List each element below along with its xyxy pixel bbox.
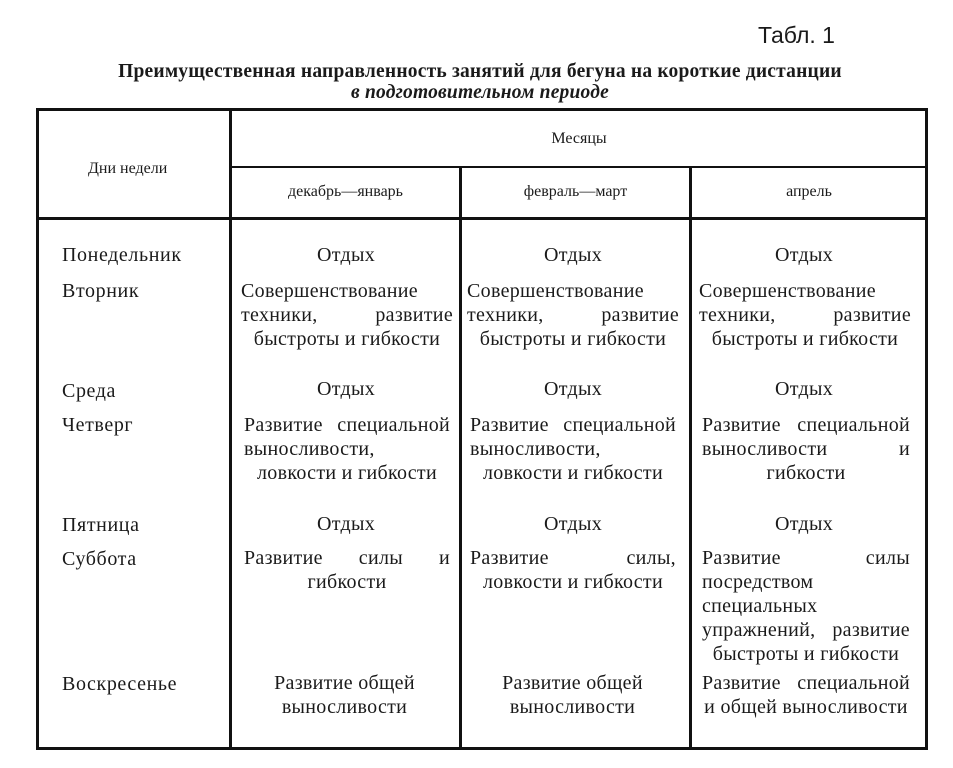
day-label-saturday: Суббота [62,548,137,570]
table-number-label: Табл. 1 [758,22,835,48]
period-header-dec-jan: декабрь—январь [288,183,403,200]
column-divider-days [229,110,232,750]
cell-tuesday-feb-mar: Совершенствование техники, развитие быстроты и гибкости [467,280,679,350]
day-label-monday: Понедельник [62,244,182,266]
period-header-apr: апрель [786,183,832,200]
months-header: Месяцы [551,130,607,147]
cell-wednesday-feb-mar: Отдых [543,378,603,400]
cell-friday-apr: Отдых [774,513,834,535]
table-title-line-2: в подготовительном периоде [351,82,609,103]
cell-friday-dec-jan: Отдых [316,513,376,535]
cell-saturday-apr: Развитие силы посредством специальных упражнений, развитие быстроты и гибкости [702,547,910,665]
header-divider-months [229,166,926,168]
cell-monday-feb-mar: Отдых [543,244,603,266]
cell-sunday-feb-mar: Развитие общей выносливости [502,672,643,718]
column-divider-periods-1 [459,168,462,750]
day-label-tuesday: Вторник [62,280,140,302]
table-title [40,61,920,103]
cell-thursday-dec-jan: Развитие специальной выносливости, ловкости и гибкости [244,414,450,484]
cell-monday-apr: Отдых [774,244,834,266]
day-label-sunday: Воскресенье [62,673,178,695]
cell-tuesday-apr: Совершенствование техники, развитие быстроты и гибкости [699,280,911,350]
cell-tuesday-dec-jan: Совершенствование техники, развитие быстроты и гибкости [241,280,453,350]
day-label-friday: Пятница [62,514,140,536]
cell-sunday-dec-jan: Развитие общей выносливости [274,672,415,718]
cell-wednesday-dec-jan: Отдых [316,378,376,400]
day-label-thursday: Четверг [62,414,134,436]
column-divider-periods-2 [689,168,692,750]
days-column-header: Дни недели [88,160,168,177]
cell-sunday-apr: Развитие специальной и общей выносливости [702,672,910,718]
cell-saturday-feb-mar: Развитие силы, ловкости и гибкости [470,547,676,593]
cell-thursday-apr: Развитие специальной выносливости и гибкости [702,414,910,484]
cell-monday-dec-jan: Отдых [316,244,376,266]
cell-saturday-dec-jan: Развитие силы и гибкости [244,547,450,593]
header-bottom-rule [36,217,928,220]
cell-wednesday-apr: Отдых [774,378,834,400]
cell-friday-feb-mar: Отдых [543,513,603,535]
period-header-feb-mar: февраль—март [523,183,628,200]
day-label-wednesday: Среда [62,380,117,402]
cell-thursday-feb-mar: Развитие специальной выносливости, ловкости и гибкости [470,414,676,484]
table-title-line-1: Преимущественная направленность занятий для бегуна на короткие дистанции [118,61,842,82]
